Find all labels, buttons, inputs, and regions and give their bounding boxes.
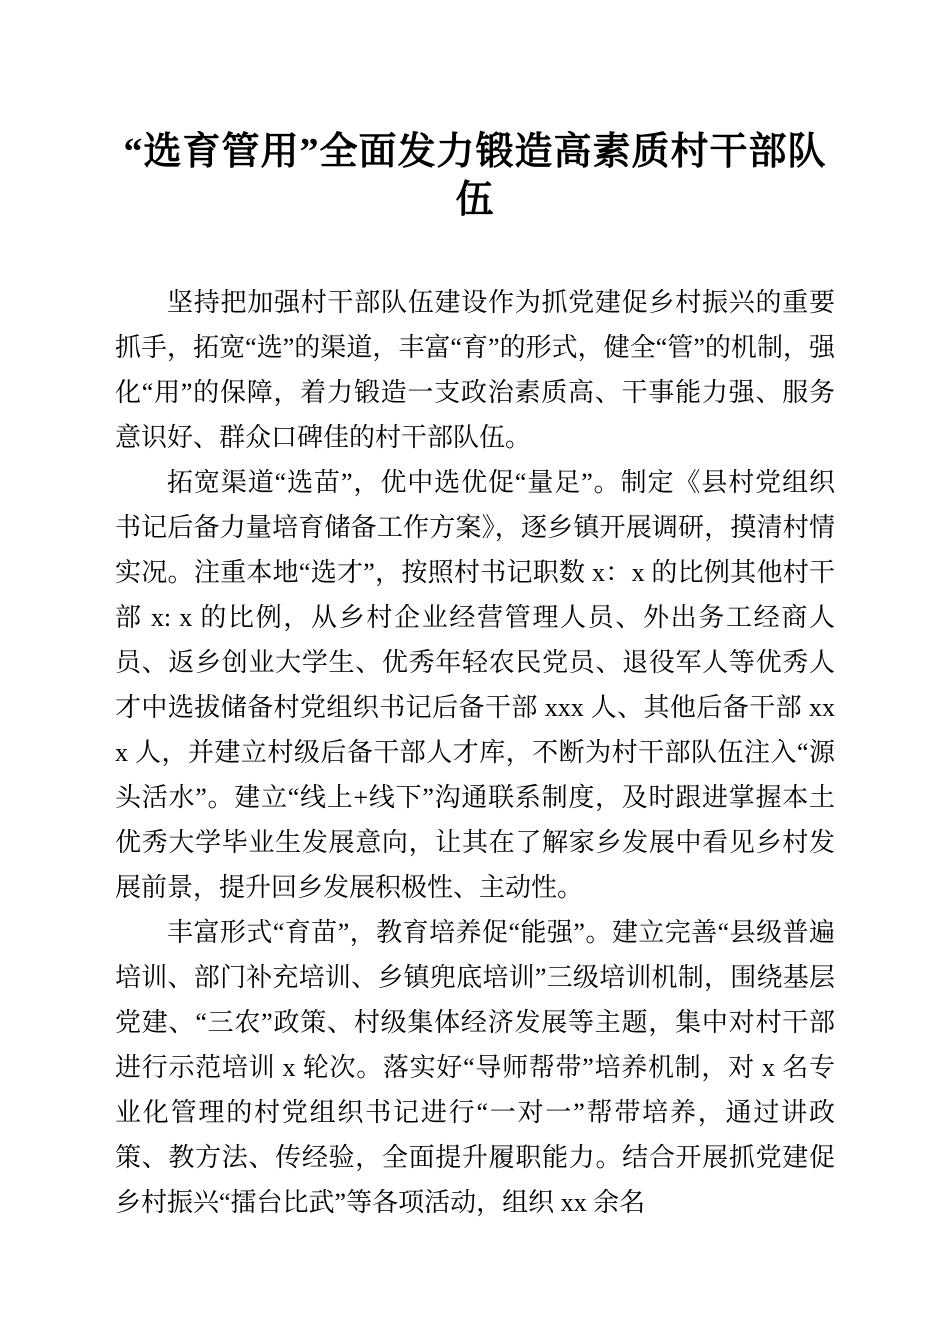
paragraph-selection: 拓宽渠道“选苗”，优中选优促“量足”。制定《县村党组织书记后备力量培育储备工作方案》，逐乡镇开展调研，摸清村情实况。注重本地“选才”，按照村书记职数 x：x 的比例其他村干部 x: x 的比例，从乡村企业经营管理人员、外出务工经商人员、返乡创业大学生、优秀年轻农民党员、退役军人等优秀人才中选拔储备村党组织书记后备干部 xxx 人、其他后备干部 xxx 人，并建立村级后备干部人才库，不断为村干部队伍注入“源头活水”。建立“线上+线下”沟通联系制度，及时跟进掌握本土优秀大学毕业生发展意向，让其在了解家乡发展中看见乡村发展前景，提升回乡发展积极性、主动性。 [115, 468, 835, 902]
paragraph-training: 丰富形式“育苗”，教育培养促“能强”。建立完善“县级普遍培训、部门补充培训、乡镇兜底培训”三级培训机制，围绕基层党建、“三农”政策、村级集体经济发展等主题，集中对村干部进行示范培训 x 轮次。落实好“导师帮带”培养机制，对 x 名专业化管理的村党组织书记进行“一对一”帮带培养，通过讲政策、教方法、传经验，全面提升履职能力。结合开展抓党建促乡村振兴“擂台比武”等各项活动，组织 xx 余名 [115, 918, 835, 1217]
document-title: “选育管用”全面发力锻造高素质村干部队伍 [123, 131, 827, 221]
paragraph-intro: 坚持把加强村干部队伍建设作为抓党建促乡村振兴的重要抓手，拓宽“选”的渠道，丰富“育”的形式，健全“管”的机制，强化“用”的保障，着力锻造一支政治素质高、干事能力强、服务意识好、群众口碑佳的村干部队伍。 [115, 288, 835, 452]
